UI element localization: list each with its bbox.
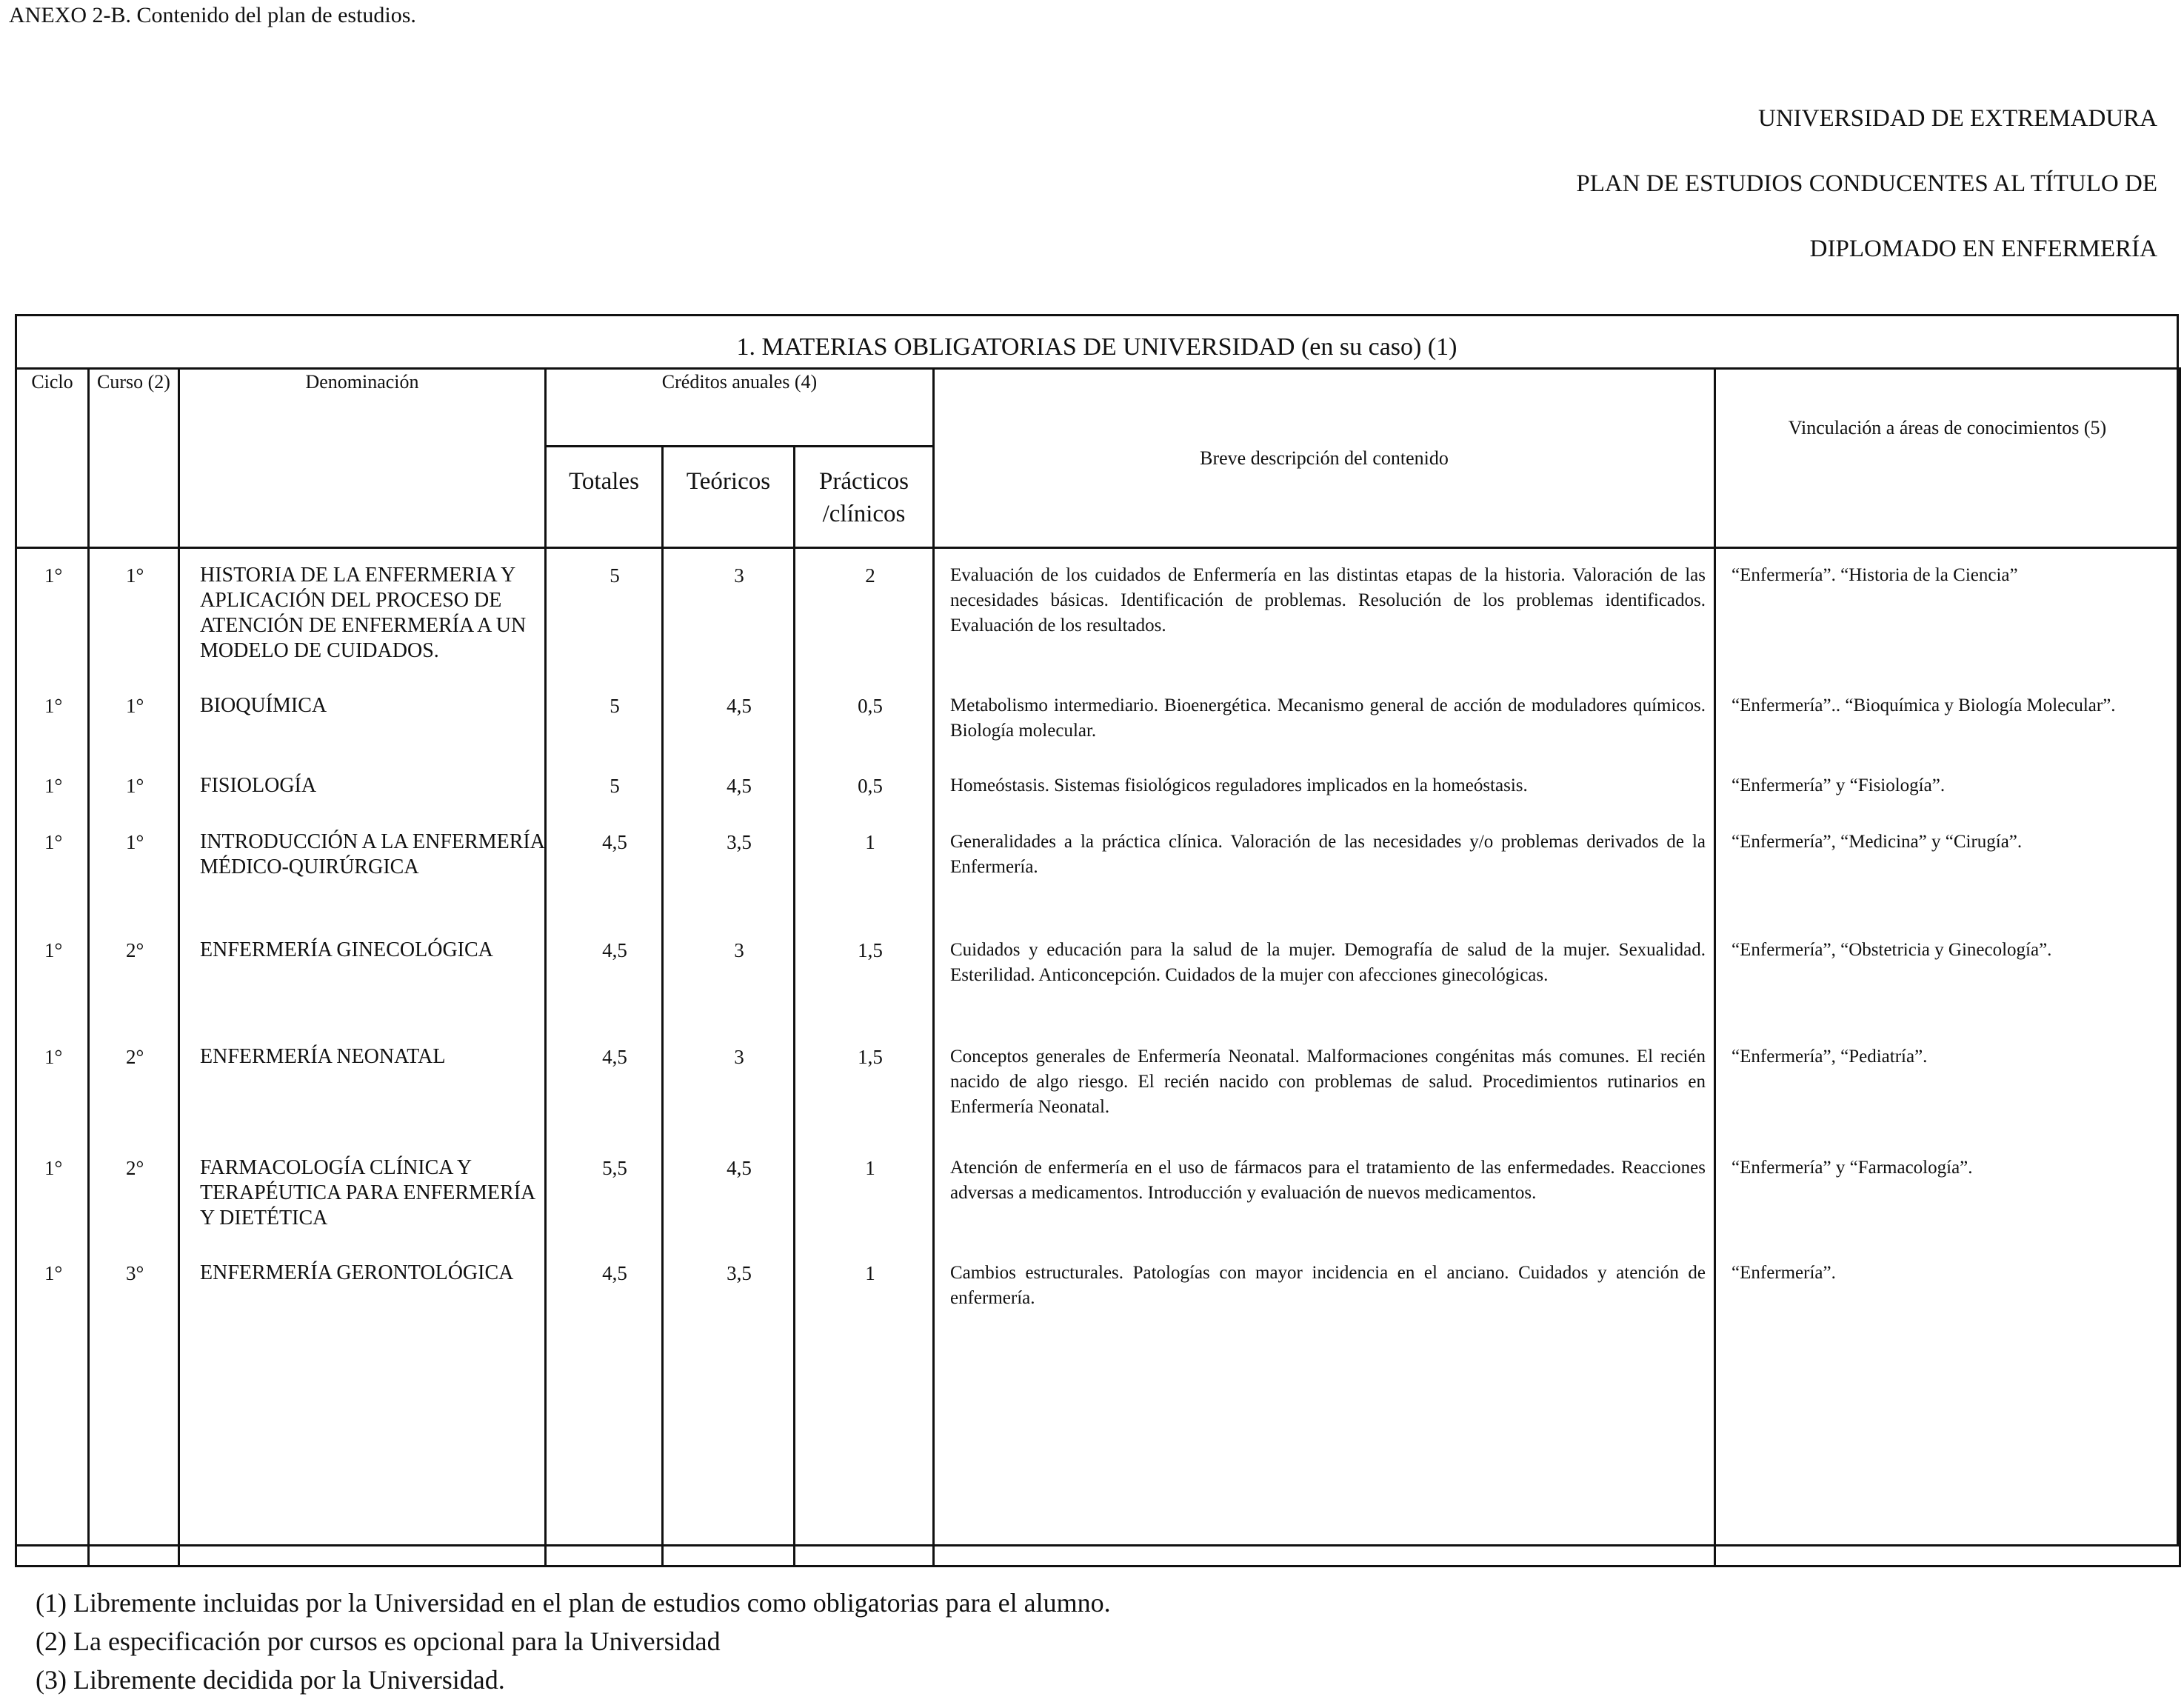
cell-vinculacion: “Enfermería” y “Farmacología”. xyxy=(1731,1158,1973,1178)
cell-teoricos: 3 xyxy=(734,939,744,961)
university-name: UNIVERSIDAD DE EXTREMADURA xyxy=(1758,105,2157,132)
header-practicos: Prácticos /clínicos xyxy=(795,447,934,548)
plan-title-line1: PLAN DE ESTUDIOS CONDUCENTES AL TÍTULO DE xyxy=(1576,170,2157,197)
cell-vinculacion: “Enfermería”, “Medicina” y “Cirugía”. xyxy=(1731,832,2023,852)
header-ciclo: Ciclo xyxy=(16,369,89,548)
cell-teoricos: 3 xyxy=(734,564,744,587)
cell-totales: 5 xyxy=(610,695,620,717)
cell-curso: 1° xyxy=(126,695,144,717)
cell-denominacion: INTRODUCCIÓN A LA ENFERMERÍA MÉDICO-QUIRÚRGICA xyxy=(200,830,544,878)
table-title: 1. MATERIAS OBLIGATORIAS DE UNIVERSIDAD (en su caso) (1) xyxy=(736,333,1457,361)
cell-ciclo: 1° xyxy=(44,695,63,717)
cell-ciclo: 1° xyxy=(44,775,63,797)
cell-totales: 5 xyxy=(610,564,620,587)
cell-vinculacion: “Enfermería” y “Fisiología”. xyxy=(1731,775,1946,795)
cell-practicos: 1 xyxy=(865,1262,875,1284)
cell-descripcion: Cambios estructurales. Patologías con mayor incidencia en el anciano. Cuidados y atención de enfermería. xyxy=(950,1263,1706,1308)
cell-ciclo: 1° xyxy=(44,564,63,587)
header-teoricos: Teóricos xyxy=(663,447,795,548)
cell-teoricos: 4,5 xyxy=(727,695,752,717)
cell-totales: 5,5 xyxy=(602,1157,627,1179)
header-vinculacion: Vinculación a áreas de conocimientos (5) xyxy=(1715,369,2180,548)
cell-practicos: 1 xyxy=(865,831,875,853)
cell-descripcion: Generalidades a la práctica clínica. Valoración de las necesidades y/o problemas derivados de la Enfermería. xyxy=(950,832,1706,877)
footnote-2: (2) La especificación por cursos es opcional para la Universidad xyxy=(36,1626,721,1656)
cell-curso: 1° xyxy=(126,775,144,797)
cell-vinculacion: “Enfermería”, “Obstetricia y Ginecología”. xyxy=(1731,940,2052,960)
annex-title: ANEXO 2-B. Contenido del plan de estudios. xyxy=(9,3,416,27)
cell-denominacion: FISIOLOGÍA xyxy=(200,774,317,797)
footnotes xyxy=(36,1584,1111,1699)
cell-vinculacion: “Enfermería”, “Pediatría”. xyxy=(1731,1047,1928,1067)
header-descripcion: Breve descripción del contenido xyxy=(934,369,1715,548)
cell-curso: 2° xyxy=(126,1046,144,1068)
header-denominacion: Denominación xyxy=(179,369,546,548)
cell-vinculacion: “Enfermería”. “Historia de la Ciencia” xyxy=(1731,565,2018,585)
cell-practicos: 1 xyxy=(865,1157,875,1179)
header-curso: Curso (2) xyxy=(89,369,179,548)
cell-descripcion: Homeóstasis. Sistemas fisiológicos reguladores implicados en la homeóstasis. xyxy=(950,775,1528,795)
footnote-1: (1) Libremente incluidas por la Universidad en el plan de estudios como obligatorias para el alumno. xyxy=(36,1588,1111,1618)
cell-practicos: 0,5 xyxy=(858,695,883,717)
cell-descripcion: Atención de enfermería en el uso de fármacos para el tratamiento de las enfermedades. Reacciones adversas a medicamentos. Introducción y evaluación de nuevos medicamentos. xyxy=(950,1158,1706,1203)
cell-denominacion: ENFERMERÍA GINECOLÓGICA xyxy=(200,938,493,961)
cell-ciclo: 1° xyxy=(44,939,63,961)
cell-vinculacion: “Enfermería”.. “Bioquímica y Biología Molecular”. xyxy=(1731,695,2116,715)
cell-denominacion: HISTORIA DE LA ENFERMERIA Y APLICACIÓN DEL PROCESO DE ATENCIÓN DE ENFERMERÍA A UN MODELO DE CUIDADOS. xyxy=(200,564,527,662)
cell-teoricos: 3,5 xyxy=(727,831,752,853)
cell-totales: 4,5 xyxy=(602,831,627,853)
cell-teoricos: 4,5 xyxy=(727,1157,752,1179)
cell-descripcion: Cuidados y educación para la salud de la mujer. Demografía de salud de la mujer. Sexualidad. Esterilidad. Anticoncepción. Cuidados de la mujer con afecciones ginecológicas. xyxy=(950,940,1706,985)
cell-teoricos: 3 xyxy=(734,1046,744,1068)
cell-denominacion: BIOQUÍMICA xyxy=(200,694,327,717)
cell-denominacion: ENFERMERÍA GERONTOLÓGICA xyxy=(200,1261,514,1284)
cell-practicos: 2 xyxy=(865,564,875,587)
cell-practicos: 0,5 xyxy=(858,775,883,797)
cell-curso: 2° xyxy=(126,939,144,961)
cell-curso: 1° xyxy=(126,564,144,587)
cell-totales: 4,5 xyxy=(602,1262,627,1284)
plan-title-line2: DIPLOMADO EN ENFERMERÍA xyxy=(1809,236,2157,262)
cell-practicos: 1,5 xyxy=(858,939,883,961)
cell-denominacion: FARMACOLOGÍA CLÍNICA Y TERAPÉUTICA PARA ENFERMERÍA Y DIETÉTICA xyxy=(200,1156,535,1229)
cell-ciclo: 1° xyxy=(44,1046,63,1068)
cell-descripcion: Evaluación de los cuidados de Enfermería en las distintas etapas de la historia. Valoración de las necesidades básicas. Identificación de problemas. Resolución de los problemas identificados. Evaluación de los resultados. xyxy=(950,565,1706,635)
header-creditos: Créditos anuales (4) xyxy=(546,369,934,447)
cell-curso: 1° xyxy=(126,831,144,853)
cell-teoricos: 3,5 xyxy=(727,1262,752,1284)
cell-descripcion: Conceptos generales de Enfermería Neonatal. Malformaciones congénitas más comunes. El recién nacido de algo riesgo. El recién nacido con problemas de salud. Procedimientos rutinarios en Enfermería Neonatal. xyxy=(950,1047,1706,1117)
cell-descripcion: Metabolismo intermediario. Bioenergética. Mecanismo general de acción de moduladores químicos. Biología molecular. xyxy=(950,695,1706,741)
cell-ciclo: 1° xyxy=(44,1157,63,1179)
cell-denominacion: ENFERMERÍA NEONATAL xyxy=(200,1045,446,1068)
cell-curso: 3° xyxy=(126,1262,144,1284)
cell-teoricos: 4,5 xyxy=(727,775,752,797)
cell-totales: 4,5 xyxy=(602,939,627,961)
cell-totales: 4,5 xyxy=(602,1046,627,1068)
cell-totales: 5 xyxy=(610,775,620,797)
cell-ciclo: 1° xyxy=(44,831,63,853)
header-totales: Totales xyxy=(546,447,663,548)
cell-ciclo: 1° xyxy=(44,1262,63,1284)
cell-curso: 2° xyxy=(126,1157,144,1179)
cell-vinculacion: “Enfermería”. xyxy=(1731,1263,1836,1283)
footnote-3: (3) Libremente decidida por la Universidad. xyxy=(36,1665,505,1695)
cell-practicos: 1,5 xyxy=(858,1046,883,1068)
